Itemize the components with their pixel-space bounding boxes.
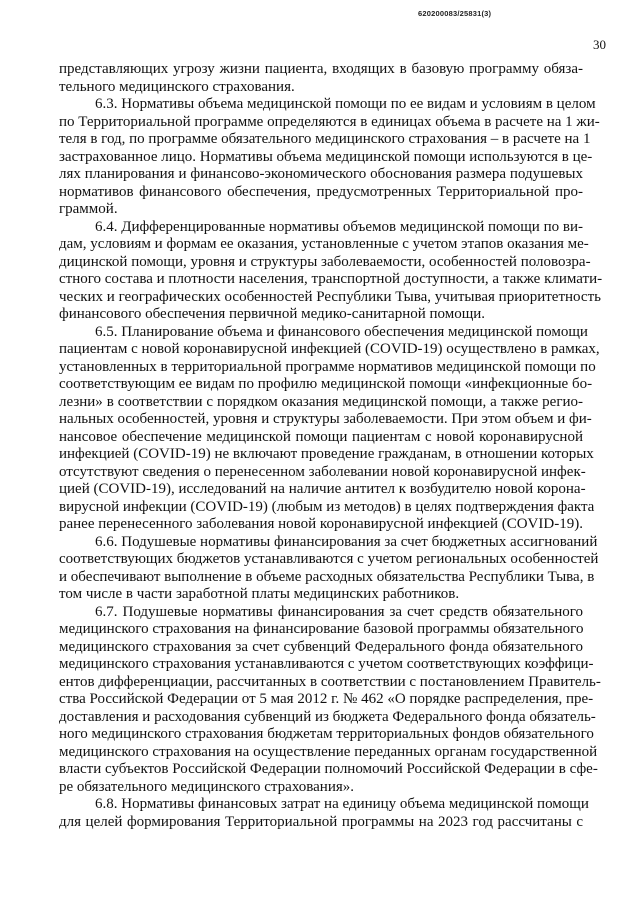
document-code: 620200083/25831(3): [418, 9, 492, 18]
text-line: 6.8. Нормативы финансовых затрат на единицу объема медицинской помощи: [95, 796, 589, 812]
text-line: медицинского страхования на осуществление переданных органам государственной: [59, 743, 598, 760]
text-line: отсутствуют сведения о перенесенном заболевании новой коронавирусной инфек-: [59, 463, 586, 480]
text-line: 6.4. Дифференцированные нормативы объемов медицинской помощи по ви-: [95, 218, 583, 235]
text-line: ческих и географических особенностей Республики Тыва, учитывая приоритетность: [59, 288, 601, 305]
text-line: соответствующих бюджетов устанавливаются с учетом региональных особенностей: [59, 551, 599, 567]
text-line: медицинского страхования устанавливаются с учетом соответствующих коэффици-: [59, 656, 594, 672]
document-body: [59, 61, 603, 831]
text-line: ного медицинского страхования бюджетам территориальных фондов обязательного: [59, 726, 594, 742]
text-line: 6.6. Подушевые нормативы финансирования за счет бюджетных ассигнований: [95, 533, 598, 550]
text-line: стного состава и плотности населения, транспортной доступности, а также климати-: [59, 271, 603, 287]
text-line: пациентам с новой коронавирусной инфекцией (COVID-19) осуществлено в рамках,: [59, 341, 600, 357]
text-line: доставления и расходования субвенций из бюджета Федерального фонда обязатель-: [59, 708, 596, 725]
text-line: медицинского страхования на финансирование базовой программы обязательного: [59, 621, 584, 637]
text-line: вирусной инфекции (COVID-19) (любым из методов) в целях подтверждения факта: [59, 498, 595, 515]
text-line: по Территориальной программе определяются в единицах объема в расчете на 1 жи-: [59, 113, 600, 130]
text-line: ентов дифференциации, рассчитанных в соответствии с постановлением Правитель-: [59, 673, 601, 690]
text-line: нансовое обеспечение медицинской помощи пациентам с новой коронавирусной: [59, 428, 583, 445]
text-line: ства Российской Федерации от 5 мая 2012 г. № 462 «О порядке распределения, пре-: [59, 691, 594, 707]
text-line: лях планирования и финансово-экономического обоснования размера подушевых: [59, 166, 583, 182]
text-line: теля в год, по программе обязательного медицинского страхования – в расчете на 1: [59, 131, 591, 147]
text-line: медицинского страхования за счет субвенций Федерального фонда обязательного: [59, 638, 583, 655]
text-line: застрахованное лицо. Нормативы объема медицинской помощи используются в це-: [59, 148, 593, 165]
text-line: инфекцией (COVID-19) не включают проведение гражданам, в отношении которых: [59, 446, 594, 462]
text-line: для целей формирования Территориальной программы на 2023 год рассчитаны с: [59, 813, 583, 830]
text-line: дам, условиям и формам ее оказания, установленные с учетом этапов оказания ме-: [59, 236, 589, 252]
text-line: представляющих угрозу жизни пациента, входящих в базовую программу обяза-: [59, 61, 583, 77]
text-line: ре обязательного медицинского страхования».: [59, 778, 354, 795]
text-line: лезни» в соответствии с порядком оказания медицинской помощи, а также регио-: [59, 393, 583, 410]
text-line: 6.7. Подушевые нормативы финансирования за счет средств обязательного: [95, 603, 583, 620]
text-line: установленных в территориальной программе нормативов медицинской помощи по: [59, 358, 596, 375]
text-line: дицинской помощи, уровня и структуры заболеваемости, особенностей половозра-: [59, 253, 591, 270]
text-line: финансового обеспечения первичной медико-санитарной помощи.: [59, 306, 486, 322]
text-line: соответствующим ее видам по профилю медицинской помощи «инфекционные бо-: [59, 376, 593, 392]
text-line: 6.3. Нормативы объема медицинской помощи по ее видам и условиям в целом: [95, 96, 596, 112]
text-line: граммой.: [59, 201, 118, 217]
text-line: ранее перенесенного заболевания новой коронавирусной инфекцией (COVID-19).: [59, 516, 583, 532]
text-line: власти субъектов Российской Федерации полномочий Российской Федерации в сфе-: [59, 761, 598, 777]
text-line: цией (COVID-19), исследований на наличие антител к возбудителю новой корона-: [59, 481, 586, 497]
text-line: том числе в части заработной платы медицинских работников.: [59, 586, 460, 602]
text-line: и обеспечивают выполнение в объеме расходных обязательства Республики Тыва, в: [59, 568, 595, 585]
page-number: 30: [593, 37, 606, 52]
text-line: нальных особенностей, уровня и структуры заболеваемости. При этом объем и фи-: [59, 411, 592, 427]
text-line: тельного медицинского страхования.: [59, 78, 295, 95]
text-line: 6.5. Планирование объема и финансового обеспечения медицинской помощи: [95, 323, 588, 340]
text-line: нормативов финансового обеспечения, предусмотренных Территориальной про-: [59, 183, 583, 200]
